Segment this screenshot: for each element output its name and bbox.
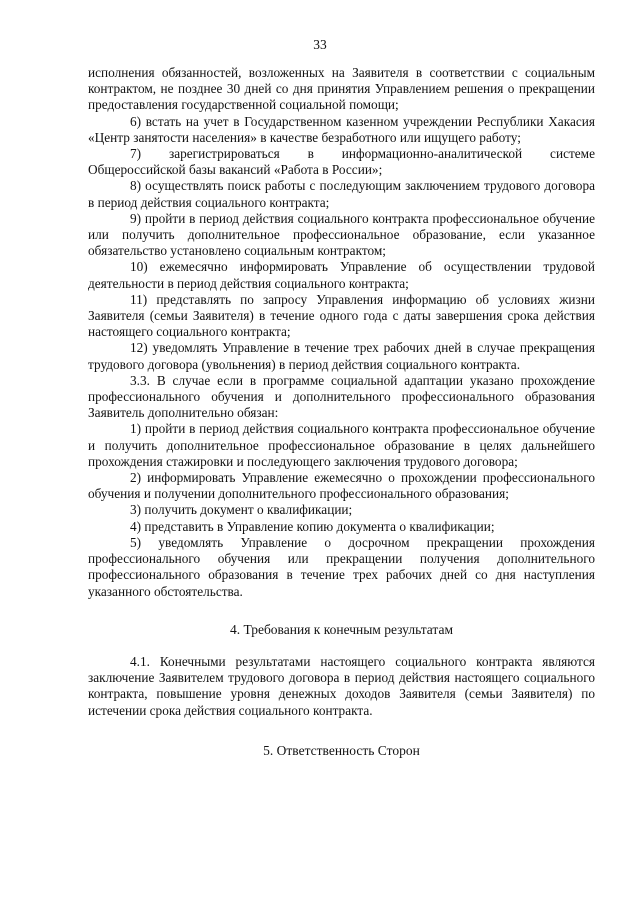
clause-3-3: 3.3. В случае если в программе социальной адаптации указано прохождение профессионального обучения и дополнительного профессионального образования Заявитель дополнительно обязан:: [88, 372, 595, 421]
sub-item-1: 1) пройти в период действия социального контракта профессиональное обучение и получить дополнительное профессиональное образование в целях дальнейшего прохождения стажировки и последующего заключения трудового договора;: [88, 421, 595, 469]
list-item-11: 11) представлять по запросу Управления информацию об условиях жизни Заявителя (семьи Заявителя) в течение одного года с даты завершения срока действия настоящего социального контракта;: [88, 291, 595, 340]
section-4-heading: 4. Требования к конечным результатам: [229, 621, 454, 637]
document-body: [88, 65, 595, 759]
page-number: 33: [313, 37, 327, 52]
list-item-6: 6) встать на учет в Государственном казенном учреждении Республики Хакасия «Центр занятости населения» в качестве безработного или ищущего работу;: [88, 113, 595, 145]
sub-item-4: 4) представить в Управление копию документа о квалификации;: [130, 518, 495, 534]
list-item-9: 9) пройти в период действия социального контракта профессиональное обучение или получить дополнительное профессиональное образование, если указанное обязательство установлено социальным контрактом;: [88, 210, 595, 259]
sub-item-3: 3) получить документ о квалификации;: [130, 502, 353, 518]
list-item-12: 12) уведомлять Управление в течение трех рабочих дней в случае прекращения трудового договора (увольнения) в период действия социального контракта.: [88, 340, 595, 372]
sub-item-2: 2) информировать Управление ежемесячно о прохождении профессионального обучения и получении дополнительного профессионального образования;: [88, 470, 595, 502]
list-item-7: 7) зарегистрироваться в информационно-аналитической системе Общероссийской базы вакансий «Работа в России»;: [88, 146, 595, 178]
paragraph-continuation: исполнения обязанностей, возложенных на Заявителя в соответствии с социальным контрактом, не позднее 30 дней со дня принятия Управлением решения о прекращении предоставления государственной социальной помощи;: [88, 65, 595, 113]
clause-4-1: 4.1. Конечными результатами настоящего социального контракта являются заключение Заявителем трудового договора в период действия настоящего социального контракта, повышение уровня денежных доходов Заявителя (семьи Заявителя) по истечении срока действия социального контракта.: [88, 653, 595, 718]
section-5-heading: 5. Ответственность Сторон: [263, 742, 420, 758]
sub-item-5: 5) уведомлять Управление о досрочном прекращении прохождения профессионального обучения или прекращении получения дополнительного профессионального образования в течение трех рабочих дней со дня наступления указанного обстоятельства.: [88, 534, 595, 599]
list-item-10: 10) ежемесячно информировать Управление об осуществлении трудовой деятельности в период действия социального контракта;: [88, 259, 595, 291]
list-item-8: 8) осуществлять поиск работы с последующим заключением трудового договора в период действия социального контракта;: [88, 178, 595, 210]
